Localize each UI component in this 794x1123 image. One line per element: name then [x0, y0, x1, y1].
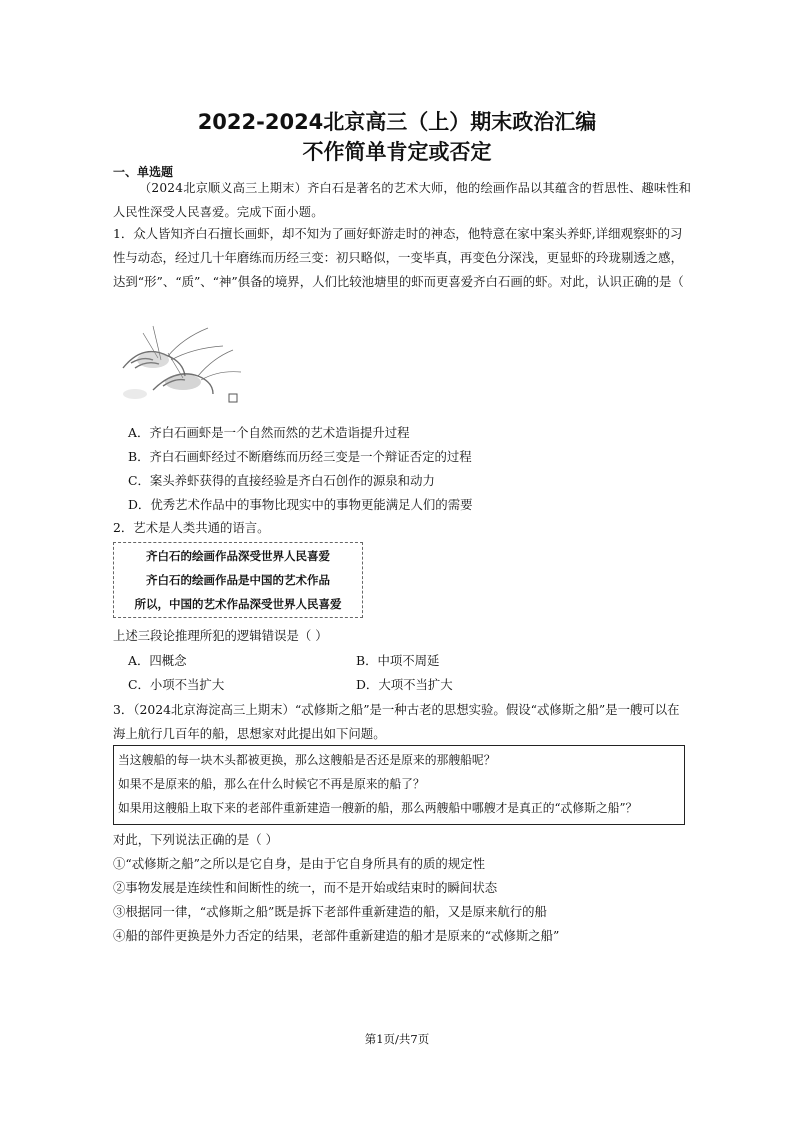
q1-option-b: B．齐白石画虾经过不断磨练而历经三变是一个辩证否定的过程	[128, 449, 472, 464]
theseus-question-2: 如果不是原来的船，那么在什么时候它不再是原来的船了？	[118, 777, 425, 791]
syllogism-minor-premise: 齐白石的绘画作品是中国的艺术作品	[146, 573, 330, 587]
q2-option-d: D．大项不当扩大	[356, 677, 453, 692]
page-number: 第1页/共7页	[364, 1032, 430, 1046]
q1-option-c: C．案头养虾获得的直接经验是齐白石创作的源泉和动力	[128, 473, 435, 488]
ship-of-theseus-box	[113, 745, 685, 825]
q2-option-b: B．中项不周延	[356, 653, 440, 668]
question-2-prompt: 上述三段论推理所犯的逻辑错误是（ ）	[113, 628, 328, 643]
q3-statement-4: ④船的部件更换是外力否定的结果，老部件重新建造的船才是原来的“忒修斯之船”	[113, 928, 560, 943]
syllogism-conclusion: 所以，中国的艺术作品深受世界人民喜爱	[134, 597, 342, 611]
syllogism-box	[113, 542, 363, 618]
question-3-prompt: 对此，下列说法正确的是（ ）	[113, 832, 279, 847]
q3-statement-3: ③根据同一律，“忒修斯之船”既是拆下老部件重新建造的船，又是原来航行的船	[113, 904, 547, 919]
q3-statement-1: ①“忒修斯之船”之所以是它自身，是由于它自身所具有的质的规定性	[113, 856, 485, 871]
theseus-question-1: 当这艘船的每一块木头都被更换，那么这艘船是否还是原来的那艘船呢？	[118, 753, 496, 767]
document-subtitle: 不作简单肯定或否定	[302, 140, 492, 164]
q2-option-a: A．四概念	[128, 653, 187, 668]
q1-option-a: A．齐白石画虾是一个自然而然的艺术造诣提升过程	[128, 425, 410, 440]
theseus-question-3: 如果用这艘船上取下来的老部件重新建造一艘新的船，那么两艘船中哪艘才是真正的“忒修斯之船”？	[118, 801, 638, 815]
question-2-stem: 2．艺术是人类共通的语言。	[113, 520, 270, 535]
shrimp-painting	[113, 298, 249, 412]
q2-option-c: C．小项不当扩大	[128, 677, 225, 692]
syllogism-major-premise: 齐白石的绘画作品深受世界人民喜爱	[146, 549, 330, 563]
q3-statement-2: ②事物发展是连续性和间断性的统一，而不是开始或结束时的瞬间状态	[113, 880, 498, 895]
section-heading: 一、单选题	[113, 165, 174, 179]
q1-option-d: D．优秀艺术作品中的事物比现实中的事物更能满足人们的需要	[128, 497, 473, 512]
question-1-stem: 1．众人皆知齐白石擅长画虾，却不知为了画好虾游走时的神态，他特意在家中案头养虾,详细观察虾的习性与动态，经过几十年磨练而历经三变：初只略似，一变毕真，再变色分深浅，更显虾的玲珑剔透之感，达到“形”、“质”、“神”俱备的境界，人们比较池塘里的虾而更喜爱齐白石画的虾。对此，认识正确的是（	[113, 226, 684, 289]
intro-paragraph: （2024北京顺义高三上期末）齐白石是著名的艺术大师，他的绘画作品以其蕴含的哲思性、趣味性和人民性深受人民喜爱。完成下面小题。	[113, 181, 692, 219]
document-title: 2022-2024北京高三（上）期末政治汇编	[197, 110, 597, 134]
question-3-stem: 3．（2024北京海淀高三上期末）“忒修斯之船”是一种古老的思想实验。假设“忒修斯之船”是一艘可以在海上航行几百年的船，思想家对此提出如下问题。	[113, 702, 680, 741]
